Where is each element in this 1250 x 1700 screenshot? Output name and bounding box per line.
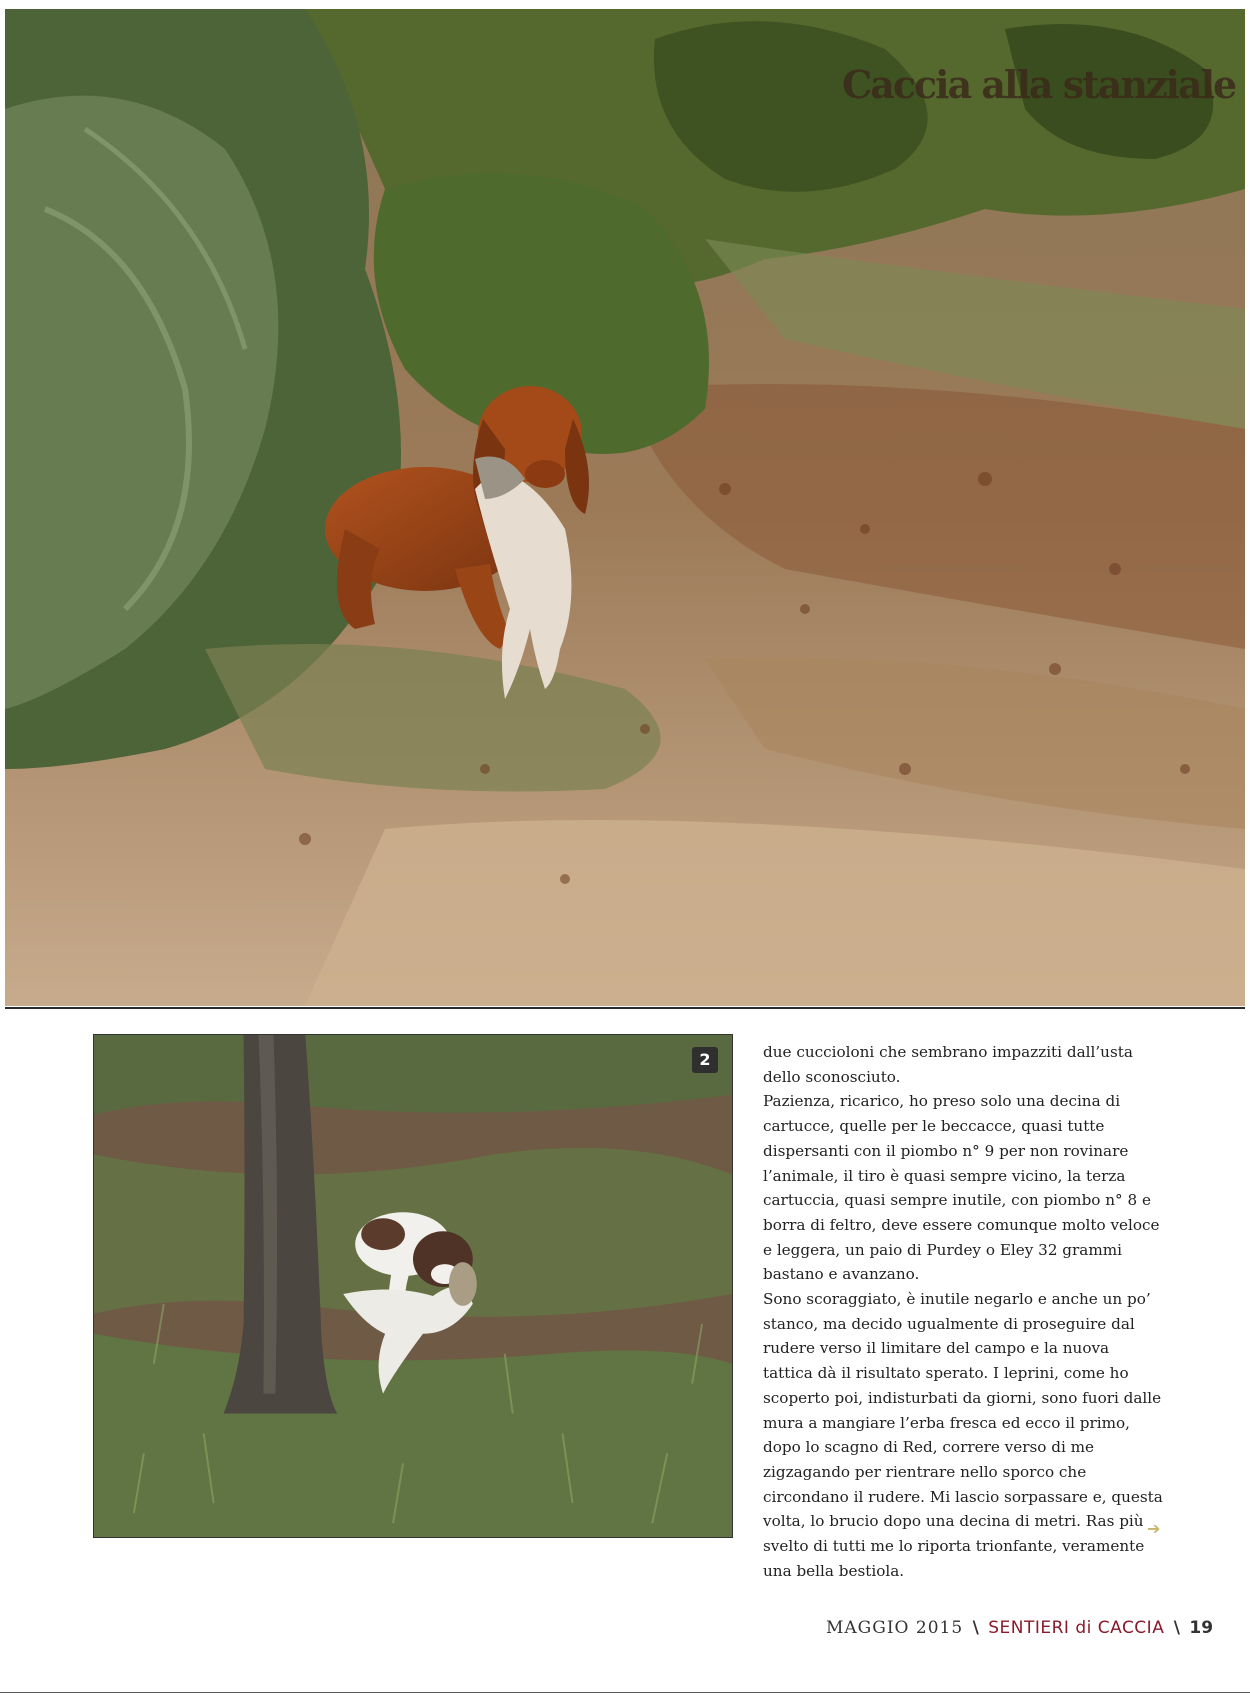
section-title: Caccia alla stanziale: [842, 62, 1236, 107]
footer-separator: \: [972, 1618, 979, 1638]
hero-photo: [5, 9, 1245, 1006]
hero-divider: [5, 1007, 1245, 1009]
issue-date: MAGGIO 2015: [826, 1618, 964, 1638]
bottom-rule: [0, 1692, 1250, 1693]
article-paragraph: Pazienza, ricarico, ho preso solo una decina di cartucce, quelle per le beccacce, quasi tutte dispersanti con il piombo n° 9 per non rovinare l’animale, il tiro è quasi sempre vicino, la terza cartuccia, quasi sempre inutile, con piombo n° 8 e borra di feltro, deve essere comunque molto veloce e leggera, un paio di Purdey o Eley 32 grammi bastano e avanzano.: [763, 1092, 1160, 1284]
article-body: [763, 1040, 1163, 1583]
continue-arrow-icon: ➔: [1147, 1519, 1161, 1538]
article-paragraph: Sono scoraggiato, è inutile negarlo e anche un po’ stanco, ma decido ugualmente di proseguire dal rudere verso il limitare del campo e la nuova tattica dà il risultato sperato. I leprini, come ho scoperto poi, indisturbati da giorni, sono fuori dalle mura a mangiare l’erba fresca ed ecco il primo, dopo lo scagno di Red, correre verso di me zigzagando per rientrare nello sporco che circondano il rudere. Mi lascio sorpassare e, questa volta, lo brucio dopo una decina di metri. Ras più svelto di tutti me lo riporta trionfante, veramente una bella bestiola.: [763, 1290, 1163, 1580]
photo-2: [93, 1034, 733, 1538]
page-number: 19: [1189, 1618, 1214, 1638]
article-paragraph: due cuccioloni che sembrano impazziti dall’usta dello sconosciuto.: [763, 1043, 1133, 1086]
photo-number-badge: 2: [692, 1047, 718, 1073]
footer-separator: \: [1173, 1618, 1180, 1638]
magazine-name: SENTIERI di CACCIA: [988, 1618, 1165, 1638]
page-footer: [826, 1618, 1214, 1638]
